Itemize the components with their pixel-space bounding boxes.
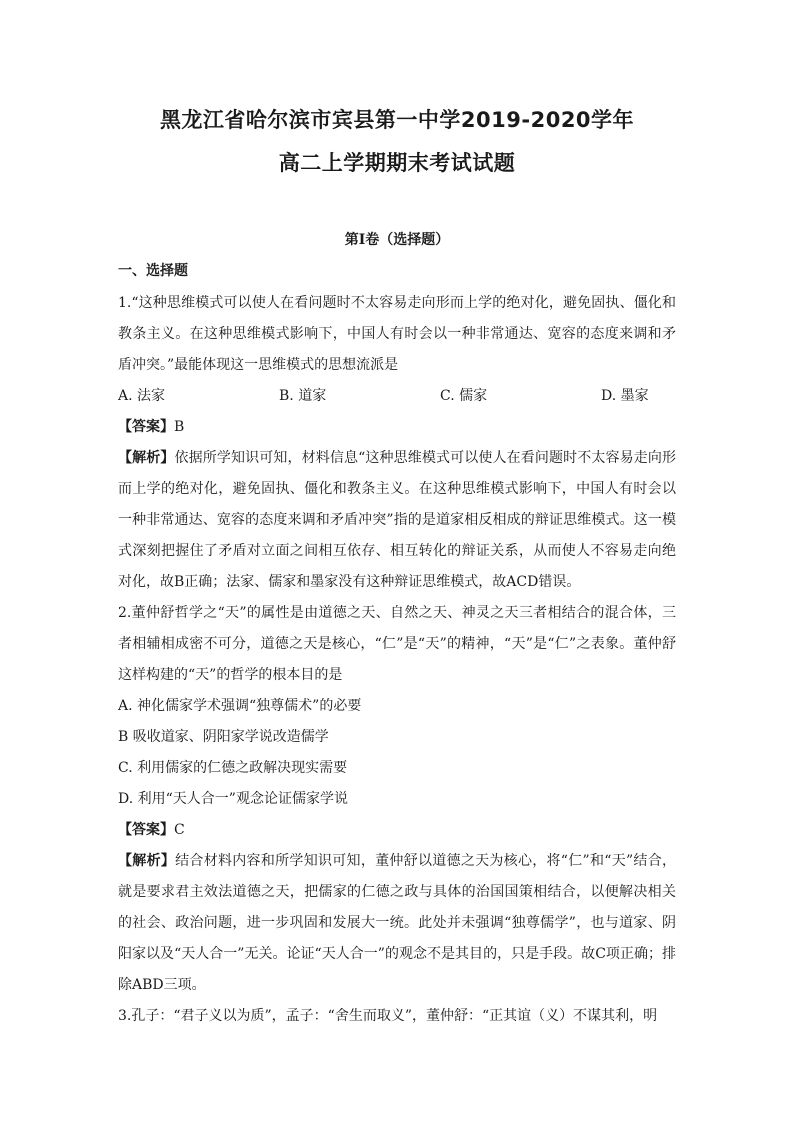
- question-1-analysis: [118, 443, 676, 598]
- question-list: [118, 288, 676, 1032]
- part-title: 第Ⅰ卷（选择题）: [344, 232, 450, 248]
- question-2-stem: 2.董仲舒哲学之“天”的属性是由道德之天、自然之天、神灵之天三者相结合的混合体，三者相辅相成密不可分，道德之天是核心，“仁”是“天”的精神，“天”是“仁”之表象。董仲舒这样构建的“天”的哲学的根本目的是: [118, 605, 676, 683]
- document-title-line1: 黑龙江省哈尔滨市宾县第一中学2019-2020学年: [159, 108, 635, 132]
- answer-label: 【答案】: [118, 822, 174, 838]
- question-1-stem: 1.“这种思维模式可以使人在看问题时不太容易走向形而上学的绝对化，避免固执、僵化和教条主义。在这种思维模式影响下，中国人有时会以一种非常通达、宽容的态度来调和矛盾冲突。”最能体现这一思维模式的思想流派是: [118, 295, 676, 373]
- question-2-option-b: B 吸收道家、阴阳家学说改造儒学: [118, 729, 329, 745]
- document-title-line2: 高二上学期期末考试试题: [278, 151, 516, 175]
- question-2-option-a: A. 神化儒家学术强调“独尊儒术”的必要: [118, 698, 362, 714]
- question-1-option-b: B. 道家: [279, 388, 327, 404]
- analysis-label: 【解析】: [118, 450, 175, 466]
- answer-value: C: [174, 822, 185, 838]
- section-heading: 一、选择题: [118, 263, 188, 279]
- question-1-option-a: A. 法家: [118, 388, 166, 404]
- question-2-option-d: D. 利用“天人合一”观念论证儒家学说: [118, 791, 348, 807]
- analysis-label: 【解析】: [118, 853, 176, 869]
- question-2-analysis: [118, 846, 676, 1001]
- analysis-text: 依据所学知识可知，材料信息“这种思维模式可以使人在看问题时不太容易走向形而上学的绝对化，避免固执、僵化和教条主义。在这种思维模式影响下，中国人有时会以一种非常通达、宽容的态度来调和矛盾冲突”指的是道家相反相成的辩证思维模式。这一模式深刻把握住了矛盾对立面之间相互依存、相互转化的辩证关系，从而使人不容易走向绝对化，故B正确；法家、儒家和墨家没有这种辩证思维模式，故ACD错误。: [118, 450, 677, 590]
- answer-value: B: [174, 419, 185, 435]
- answer-label: 【答案】: [118, 419, 174, 435]
- question-2-option-c: C. 利用儒家的仁德之政解决现实需要: [118, 760, 348, 776]
- question-2-answer: [118, 815, 676, 846]
- question-3-stem: 3.孔子：“君子义以为质”，孟子：“舍生而取义”，董仲舒：“正其谊（义）不谋其利，明: [118, 1008, 658, 1024]
- question-1-answer: [118, 412, 676, 443]
- question-1-options: [118, 381, 676, 412]
- question-1-option-d: D. 墨家: [601, 388, 649, 404]
- analysis-text: 结合材料内容和所学知识可知，董仲舒以道德之天为核心，将“仁”和“天”结合，就是要求君主效法道德之天，把儒家的仁德之政与具体的治国国策相结合，以便解决相关的社会、政治问题，进一步巩固和发展大一统。此处并未强调“独尊儒学”，也与道家、阴阳家以及“天人合一”无关。论证“天人合一”的观念不是其目的，只是手段。故C项正确；排除ABD三项。: [118, 853, 676, 993]
- question-1-option-c: C. 儒家: [440, 388, 488, 404]
